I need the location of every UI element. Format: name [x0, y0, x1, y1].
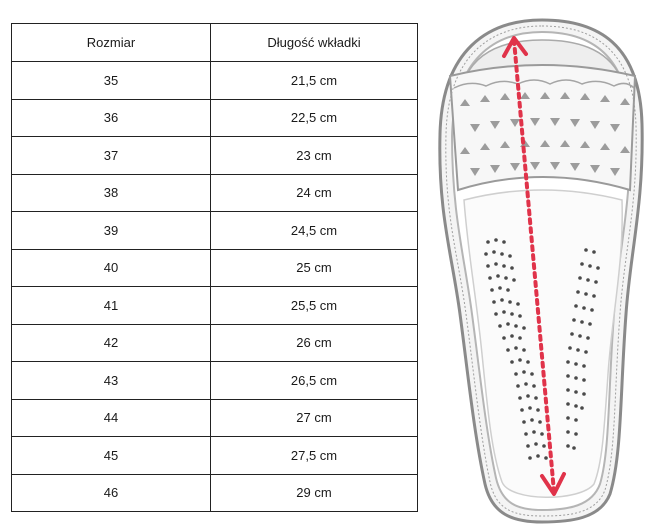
size-cell: 39 [12, 212, 211, 250]
column-header-length: Długość wkładki [211, 24, 418, 62]
size-chart-table [11, 23, 418, 512]
size-cell: 45 [12, 437, 211, 475]
table-row [12, 249, 418, 287]
table-row [12, 287, 418, 325]
length-cell: 22,5 cm [211, 99, 418, 137]
size-cell: 35 [12, 62, 211, 100]
size-cell: 44 [12, 399, 211, 437]
slipper-icon [430, 14, 655, 526]
table-row [12, 362, 418, 400]
table-row [12, 437, 418, 475]
size-cell: 46 [12, 474, 211, 512]
length-cell: 24 cm [211, 174, 418, 212]
column-header-size: Rozmiar [12, 24, 211, 62]
table-row [12, 99, 418, 137]
table-row [12, 474, 418, 512]
length-cell: 26,5 cm [211, 362, 418, 400]
table-row [12, 212, 418, 250]
table-header-row [12, 24, 418, 62]
size-cell: 41 [12, 287, 211, 325]
length-cell: 25,5 cm [211, 287, 418, 325]
length-cell: 26 cm [211, 324, 418, 362]
size-cell: 40 [12, 249, 211, 287]
length-cell: 27,5 cm [211, 437, 418, 475]
table-row [12, 174, 418, 212]
length-cell: 24,5 cm [211, 212, 418, 250]
size-cell: 36 [12, 99, 211, 137]
length-cell: 27 cm [211, 399, 418, 437]
table-row [12, 324, 418, 362]
size-cell: 42 [12, 324, 211, 362]
table-row [12, 399, 418, 437]
length-cell: 29 cm [211, 474, 418, 512]
slipper-illustration [430, 14, 655, 526]
table-row [12, 137, 418, 175]
size-cell: 43 [12, 362, 211, 400]
length-cell: 21,5 cm [211, 62, 418, 100]
length-cell: 23 cm [211, 137, 418, 175]
size-cell: 37 [12, 137, 211, 175]
length-cell: 25 cm [211, 249, 418, 287]
size-cell: 38 [12, 174, 211, 212]
table-row [12, 62, 418, 100]
